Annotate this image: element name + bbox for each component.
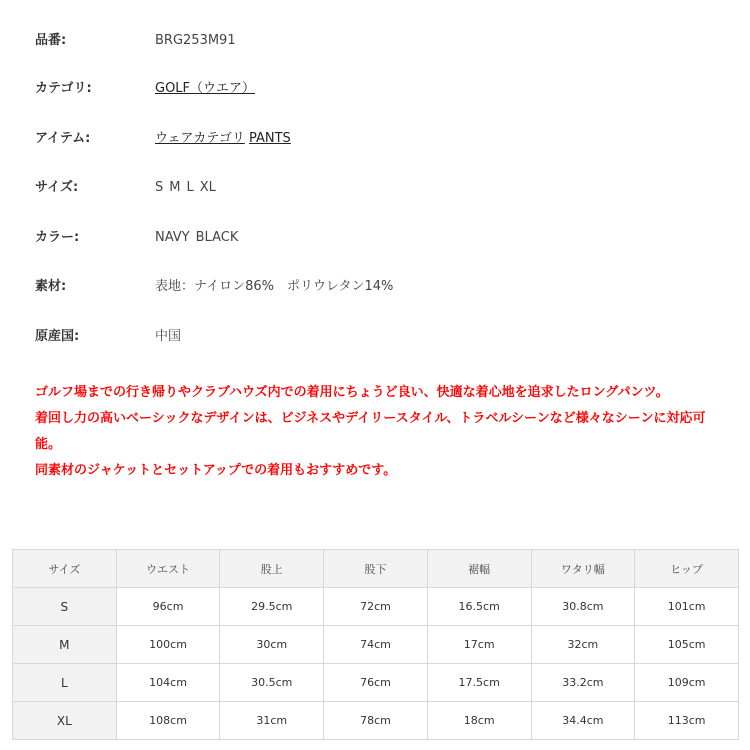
- table-cell: 17.5cm: [427, 664, 531, 702]
- table-cell: M: [13, 626, 117, 664]
- table-cell: 76cm: [324, 664, 428, 702]
- spec-label: アイテム:: [35, 131, 91, 146]
- spec-label: サイズ:: [35, 180, 79, 195]
- column-header: ウエスト: [116, 550, 220, 588]
- material-value: 表地：ナイロン86% ポリウレタン14%: [155, 279, 394, 294]
- size-table: [12, 549, 739, 740]
- table-cell: 72cm: [324, 588, 428, 626]
- table-cell: 17cm: [427, 626, 531, 664]
- spec-label: カテゴリ:: [35, 81, 92, 96]
- table-row: [13, 626, 739, 664]
- column-header: 股上: [220, 550, 324, 588]
- table-cell: 96cm: [116, 588, 220, 626]
- size-option: S: [155, 180, 164, 195]
- table-cell: 31cm: [220, 702, 324, 740]
- product-code-value: BRG253M91: [155, 33, 236, 48]
- table-cell: 105cm: [635, 626, 739, 664]
- size-option: M: [169, 180, 181, 195]
- column-header: 股下: [324, 550, 428, 588]
- table-header-row: [13, 550, 739, 588]
- pants-link[interactable]: PANTS: [248, 131, 291, 146]
- size-option: L: [186, 180, 194, 195]
- table-cell: 74cm: [324, 626, 428, 664]
- table-row: [13, 588, 739, 626]
- color-option: NAVY: [155, 230, 190, 245]
- column-header: 裾幅: [427, 550, 531, 588]
- table-cell: 32cm: [531, 626, 635, 664]
- table-row: [13, 702, 739, 740]
- table-cell: 30.8cm: [531, 588, 635, 626]
- table-cell: 18cm: [427, 702, 531, 740]
- category-link[interactable]: GOLF（ウエア）: [155, 81, 256, 96]
- spec-label: 品番:: [35, 33, 67, 48]
- table-cell: 33.2cm: [531, 664, 635, 702]
- table-row: [13, 664, 739, 702]
- size-option: XL: [199, 180, 216, 195]
- table-cell: 16.5cm: [427, 588, 531, 626]
- spec-label: 素材:: [35, 279, 67, 294]
- table-cell: 78cm: [324, 702, 428, 740]
- table-cell: 30cm: [220, 626, 324, 664]
- description-paragraph: ゴルフ場までの行き帰りやクラブハウズ内での着用にちょうど良い、快適な着心地を追求したロングパンツ。: [35, 385, 669, 400]
- column-header: ヒップ: [635, 550, 739, 588]
- table-cell: 34.4cm: [531, 702, 635, 740]
- table-cell: L: [13, 664, 117, 702]
- origin-value: 中国: [155, 329, 182, 344]
- table-cell: 101cm: [635, 588, 739, 626]
- table-cell: 100cm: [116, 626, 220, 664]
- product-description: [35, 380, 725, 484]
- table-cell: 30.5cm: [220, 664, 324, 702]
- table-cell: 109cm: [635, 664, 739, 702]
- column-header: サイズ: [13, 550, 117, 588]
- table-cell: 108cm: [116, 702, 220, 740]
- spec-label: 原産国:: [35, 329, 80, 344]
- table-cell: 29.5cm: [220, 588, 324, 626]
- table-cell: XL: [13, 702, 117, 740]
- table-cell: S: [13, 588, 117, 626]
- column-header: ワタリ幅: [531, 550, 635, 588]
- color-option: BLACK: [195, 230, 239, 245]
- description-paragraph: 同素材のジャケットとセットアップでの着用もおすすめです。: [35, 463, 397, 478]
- spec-label: カラー:: [35, 230, 80, 245]
- table-cell: 113cm: [635, 702, 739, 740]
- description-paragraph: 着回し力の高いベーシックなデザインは、ビジネスやデイリースタイル、トラベルシーンなど様々なシーンに対応可能。: [35, 411, 706, 452]
- wear-category-link[interactable]: ウェアカテゴリ: [155, 131, 245, 146]
- table-cell: 104cm: [116, 664, 220, 702]
